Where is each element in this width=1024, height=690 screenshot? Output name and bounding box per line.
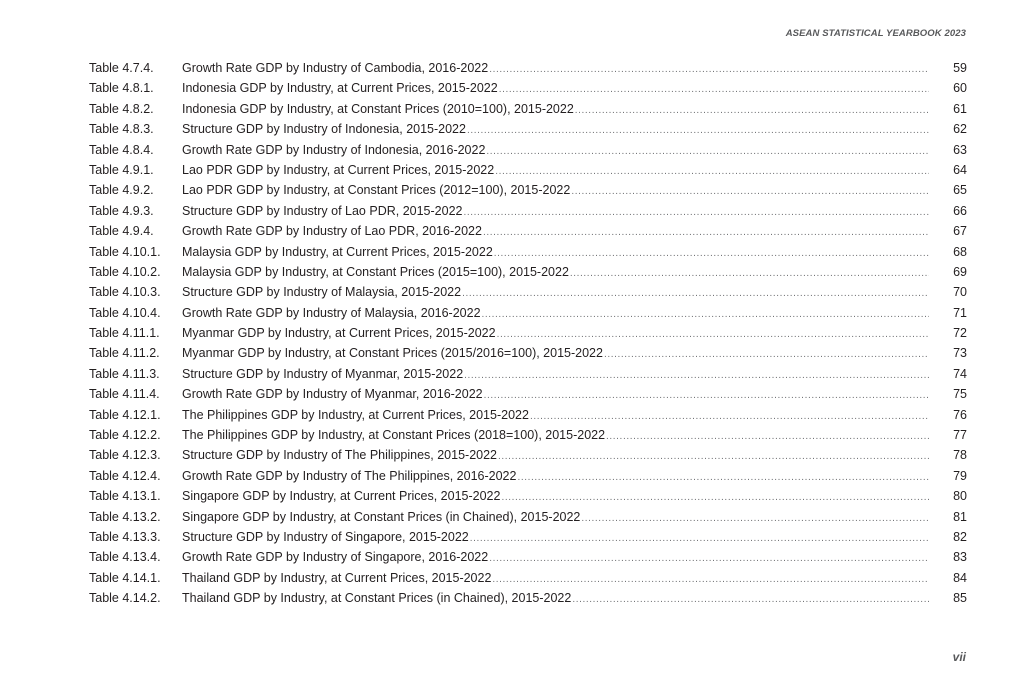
dot-leader (580, 509, 929, 529)
toc-entry[interactable] (89, 282, 967, 302)
toc-entry-title: Lao PDR GDP by Industry, at Constant Prices (2012=100), 2015-2022 (182, 183, 571, 198)
toc-entry[interactable] (89, 262, 967, 282)
toc-entry[interactable] (89, 486, 967, 506)
toc-entry-number: Table 4.8.1. (89, 81, 154, 96)
toc-entry[interactable] (89, 588, 967, 608)
toc-entry-page: 82 (953, 529, 967, 544)
toc-entry[interactable] (89, 547, 967, 567)
toc-entry-title-wrap (182, 221, 929, 243)
dot-leader (605, 427, 929, 447)
toc-entry-number: Table 4.11.1. (89, 326, 160, 341)
toc-entry-page: 67 (953, 224, 967, 239)
toc-entry-title-wrap (182, 201, 929, 223)
toc-entry[interactable] (89, 527, 967, 547)
toc-entry-number: Table 4.12.1. (89, 407, 161, 422)
toc-entry-title-wrap (182, 588, 929, 610)
toc-entry-number: Table 4.11.3. (89, 366, 160, 381)
dot-leader (482, 223, 929, 243)
toc-entry-number: Table 4.12.4. (89, 468, 161, 483)
toc-entry-number: Table 4.7.4. (89, 61, 154, 75)
toc-entry-title: Structure GDP by Industry of Indonesia, 2015-2022 (182, 122, 466, 137)
toc-entry[interactable] (89, 160, 967, 180)
toc-entry-title: Singapore GDP by Industry, at Current Prices, 2015-2022 (182, 489, 501, 504)
toc-entry-number: Table 4.14.1. (89, 570, 161, 585)
toc-entry[interactable] (89, 405, 967, 425)
toc-entry-title: Structure GDP by Industry of Malaysia, 2015-2022 (182, 285, 462, 300)
toc-entry-number: Table 4.10.3. (89, 285, 161, 300)
dot-leader (570, 182, 929, 202)
toc-entry-title-wrap (182, 282, 929, 304)
toc-entry-number: Table 4.10.1. (89, 244, 161, 259)
toc-entry[interactable] (89, 323, 967, 343)
toc-entry-title: The Philippines GDP by Industry, at Current Prices, 2015-2022 (182, 407, 529, 422)
toc-entry-title: Malaysia GDP by Industry, at Constant Prices (2015=100), 2015-2022 (182, 264, 569, 279)
dot-leader (488, 549, 929, 569)
toc-entry-title-wrap (182, 425, 929, 447)
dot-leader (500, 488, 929, 508)
toc-entry[interactable] (89, 364, 967, 384)
toc-entry-number: Table 4.9.3. (89, 203, 154, 218)
toc-entry-number: Table 4.13.2. (89, 509, 161, 524)
toc-entry-number: Table 4.12.3. (89, 448, 161, 463)
toc-entry-title-wrap (182, 140, 929, 162)
dot-leader (569, 264, 929, 284)
toc-entry-title: Growth Rate GDP by Industry of The Philippines, 2016-2022 (182, 468, 517, 483)
dot-leader (498, 80, 929, 100)
toc-entry[interactable] (89, 303, 967, 323)
toc-entry-page: 66 (953, 203, 967, 218)
toc-entry-page: 62 (953, 122, 967, 137)
toc-entry-title: Growth Rate GDP by Industry of Lao PDR, 2016-2022 (182, 224, 482, 239)
toc-entry-number: Table 4.9.4. (89, 224, 154, 239)
dot-leader (491, 570, 929, 590)
toc-entry[interactable] (89, 180, 967, 200)
toc-entry-title: Structure GDP by Industry of The Philippines, 2015-2022 (182, 448, 497, 463)
toc-entry-page: 84 (953, 570, 967, 585)
toc-entry-title: Indonesia GDP by Industry, at Current Prices, 2015-2022 (182, 81, 498, 96)
dot-leader (462, 203, 929, 223)
toc-entry-title-wrap (182, 364, 929, 386)
toc-entry-title: Indonesia GDP by Industry, at Constant Prices (2010=100), 2015-2022 (182, 101, 574, 116)
toc-entry[interactable] (89, 99, 967, 119)
toc-entry-page: 63 (953, 142, 967, 157)
dot-leader (494, 162, 929, 182)
toc-entry-title: Myanmar GDP by Industry, at Constant Prices (2015/2016=100), 2015-2022 (182, 346, 603, 361)
toc-entry[interactable] (89, 507, 967, 527)
toc-entry-title: Thailand GDP by Industry, at Constant Prices (in Chained), 2015-2022 (182, 591, 572, 606)
toc-entry-page: 75 (953, 387, 967, 402)
toc-entry-number: Table 4.9.1. (89, 162, 154, 177)
toc-entry-page: 70 (953, 285, 967, 300)
dot-leader (516, 468, 929, 488)
toc-entry-number: Table 4.9.2. (89, 183, 154, 198)
toc-entry-title-wrap (182, 323, 929, 345)
toc-entry-title: Thailand GDP by Industry, at Current Prices, 2015-2022 (182, 570, 492, 585)
toc-entry-title-wrap (182, 568, 929, 590)
toc-entry-title: Singapore GDP by Industry, at Constant Prices (in Chained), 2015-2022 (182, 509, 581, 524)
toc-entry[interactable] (89, 466, 967, 486)
toc-entry-page: 65 (953, 183, 967, 198)
page-number: vii (952, 650, 966, 664)
toc-entry[interactable] (89, 384, 967, 404)
toc-entry-title-wrap (182, 486, 929, 508)
toc-entry-title-wrap (182, 160, 929, 182)
dot-leader (529, 407, 929, 427)
dot-leader (485, 142, 929, 162)
toc-entry[interactable] (89, 201, 967, 221)
toc-entry[interactable] (89, 78, 967, 98)
toc-entry-title-wrap (182, 78, 929, 100)
toc-entry-page: 74 (953, 366, 967, 381)
toc-entry-title-wrap (182, 466, 929, 488)
toc-entry-number: Table 4.11.2. (89, 346, 160, 361)
toc-entry[interactable] (89, 568, 967, 588)
toc-entry-number: Table 4.8.4. (89, 142, 154, 157)
dot-leader (483, 386, 929, 406)
toc-entry-page: 64 (953, 162, 967, 177)
toc-entry-title-wrap (182, 507, 929, 529)
toc-entry[interactable] (89, 445, 967, 465)
toc-entry-page: 59 (953, 61, 967, 75)
toc-entry-page: 81 (953, 509, 967, 524)
dot-leader (481, 305, 929, 325)
toc-entry-number: Table 4.14.2. (89, 591, 161, 606)
toc-entry-title-wrap (182, 384, 929, 406)
dot-leader (469, 529, 929, 549)
toc-entry-title: Growth Rate GDP by Industry of Cambodia, 2016-2022 (182, 61, 489, 75)
toc-entry-number: Table 4.10.4. (89, 305, 161, 320)
toc-entry-number: Table 4.13.3. (89, 529, 161, 544)
toc-entry-page: 77 (953, 428, 967, 443)
toc-entry-title-wrap (182, 262, 929, 284)
dot-leader (497, 447, 929, 467)
toc-entry-page: 80 (953, 489, 967, 504)
toc-entry-title: Growth Rate GDP by Industry of Malaysia, 2016-2022 (182, 305, 481, 320)
dot-leader (463, 366, 929, 386)
dot-leader (493, 244, 929, 264)
toc-entry-title-wrap (182, 343, 929, 365)
toc-entry-title: Myanmar GDP by Industry, at Current Prices, 2015-2022 (182, 326, 496, 341)
toc-entry-title: Growth Rate GDP by Industry of Myanmar, 2016-2022 (182, 387, 483, 402)
toc-entry-title: Lao PDR GDP by Industry, at Current Prices, 2015-2022 (182, 162, 495, 177)
toc-entry-title-wrap (182, 445, 929, 467)
toc-entry[interactable] (89, 343, 967, 363)
toc-entry-number: Table 4.10.2. (89, 264, 161, 279)
dot-leader (496, 325, 929, 345)
toc-entry-number: Table 4.11.4. (89, 387, 160, 402)
dot-leader (574, 101, 929, 121)
toc-entry[interactable] (89, 58, 967, 78)
dot-leader (461, 284, 929, 304)
toc-entry-page: 73 (953, 346, 967, 361)
toc-entry-title: Structure GDP by Industry of Singapore, 2015-2022 (182, 529, 469, 544)
toc-entry-number: Table 4.12.2. (89, 428, 161, 443)
toc-entry-title-wrap (182, 527, 929, 549)
toc-entry[interactable] (89, 425, 967, 445)
dot-leader (571, 590, 929, 610)
toc-entry-title: The Philippines GDP by Industry, at Constant Prices (2018=100), 2015-2022 (182, 428, 606, 443)
table-of-contents (89, 58, 967, 609)
toc-entry-title: Growth Rate GDP by Industry of Indonesia, 2016-2022 (182, 142, 486, 157)
toc-entry[interactable] (89, 119, 967, 139)
toc-entry-title-wrap (182, 99, 929, 121)
dot-leader (466, 121, 929, 141)
toc-entry-title-wrap (182, 180, 929, 202)
toc-entry-page: 60 (953, 81, 967, 96)
toc-entry-title-wrap (182, 58, 929, 80)
toc-entry-page: 85 (953, 591, 967, 606)
toc-entry-page: 83 (953, 550, 967, 565)
toc-entry-page: 72 (953, 326, 967, 341)
running-header: ASEAN STATISTICAL YEARBOOK 2023 (785, 28, 966, 39)
toc-entry[interactable] (89, 221, 967, 241)
toc-entry[interactable] (89, 242, 967, 262)
toc-entry-page: 79 (953, 468, 967, 483)
dot-leader (603, 345, 929, 365)
dot-leader (488, 60, 929, 80)
toc-entry-page: 78 (953, 448, 967, 463)
toc-entry-number: Table 4.13.4. (89, 550, 161, 565)
toc-entry-page: 61 (953, 101, 967, 116)
toc-entry-page: 71 (953, 305, 967, 320)
toc-entry-page: 76 (953, 407, 967, 422)
toc-entry-title-wrap (182, 547, 929, 569)
toc-entry-number: Table 4.8.2. (89, 101, 154, 116)
toc-entry-title: Structure GDP by Industry of Lao PDR, 2015-2022 (182, 203, 463, 218)
toc-entry-title: Malaysia GDP by Industry, at Current Prices, 2015-2022 (182, 244, 493, 259)
toc-entry-title-wrap (182, 119, 929, 141)
toc-entry-title-wrap (182, 405, 929, 427)
toc-entry-title: Structure GDP by Industry of Myanmar, 2015-2022 (182, 366, 464, 381)
toc-entry-title: Growth Rate GDP by Industry of Singapore, 2016-2022 (182, 550, 489, 565)
toc-entry-number: Table 4.13.1. (89, 489, 161, 504)
toc-entry-number: Table 4.8.3. (89, 122, 154, 137)
toc-entry-page: 68 (953, 244, 967, 259)
toc-entry-title-wrap (182, 242, 929, 264)
toc-entry-title-wrap (182, 303, 929, 325)
toc-entry-page: 69 (953, 264, 967, 279)
toc-entry[interactable] (89, 140, 967, 160)
